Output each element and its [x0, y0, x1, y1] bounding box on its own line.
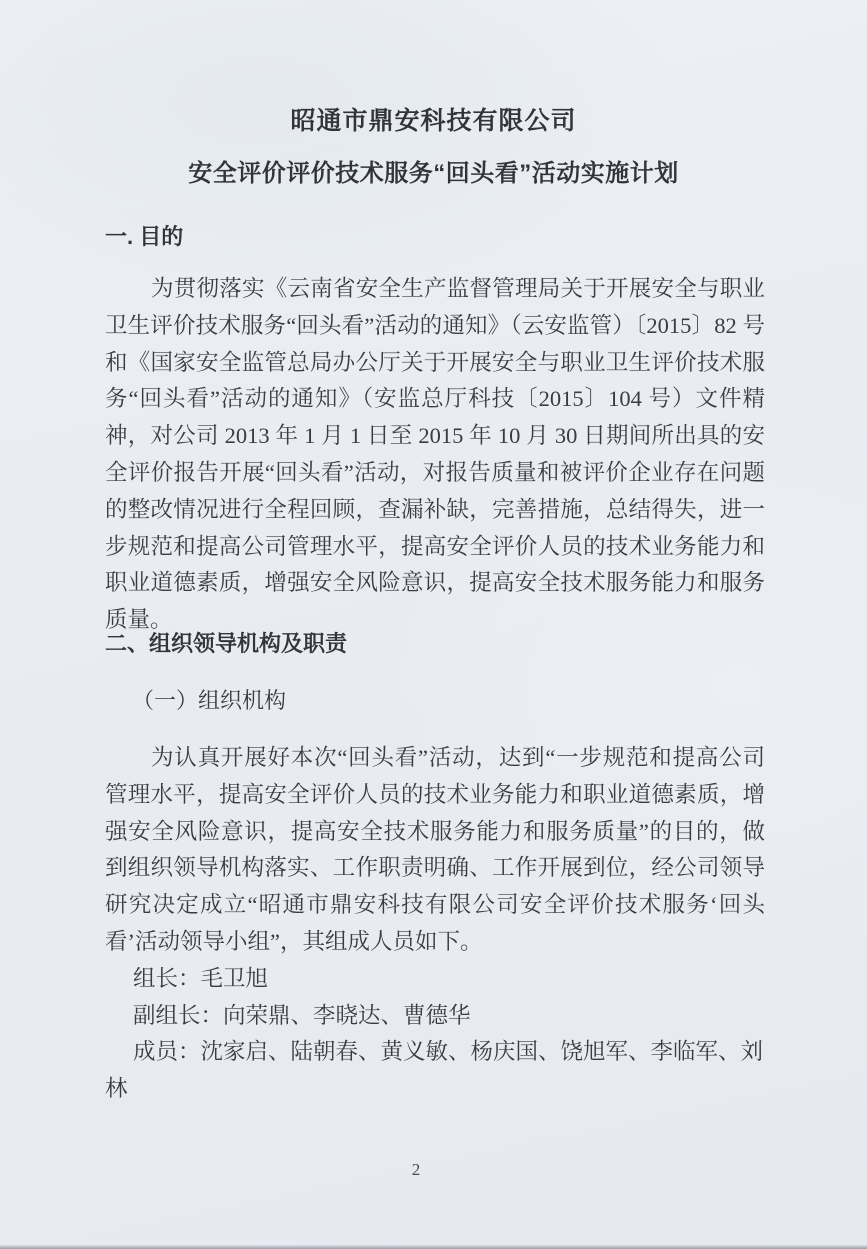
role-line-members: 成员：沈家启、陆朝春、黄义敏、杨庆国、饶旭军、李临军、刘林 [105, 1039, 764, 1102]
role-line-leader: 组长：毛卫旭 [133, 965, 269, 991]
scan-bottom-edge [0, 1245, 867, 1249]
document-title: 昭通市鼎安科技有限公司 [290, 107, 577, 135]
subsection-org-paragraph: 为认真开展好本次“回头看”活动，达到“一步规范和提高公司管理水平，提高安全评价人员的技术业务能力和职业道德素质，增强安全风险意识，提高安全技术服务能力和服务质量”的目的，做到组织领导机构落实、工作职责明确、工作开展到位，经公司领导研究决定成立“昭通市鼎安科技有限公司安全评价技术服务‘回头看’活动领导小组”，其组成人员如下。 [105, 745, 765, 954]
section-purpose-heading: 一. 目的 [105, 224, 184, 249]
page-number: 2 [411, 1160, 421, 1179]
role-line-deputy-leaders: 副组长：向荣鼎、李晓达、曹德华 [133, 1002, 471, 1028]
section-purpose-paragraph: 为贯彻落实《云南省安全生产监督管理局关于开展安全与职业卫生评价技术服务“回头看”活动的通知》（云安监管）〔2015〕82 号和《国家安全监管总局办公厅关于开展安全与职业卫生评价技术服务“回头看”活动的通知》（安监总厅科技〔2015〕104 号）文件精神，对公司 2013 年 1 月 1 日至 2015 年 10 月 30 日期间所出具的安全评价报告开展“回头看”活动，对报告质量和被评价企业存在问题的整改情况进行全程回顾，查漏补缺，完善措施，总结得失，进一步规范和提高公司管理水平，提高安全评价人员的技术业务能力和职业道德素质，增强安全风险意识，提高安全技术服务能力和服务质量。 [105, 276, 765, 633]
section-org-body [105, 740, 765, 1108]
section-purpose-body [105, 271, 765, 639]
document-subtitle: 安全评价评价技术服务“回头看”活动实施计划 [188, 160, 679, 187]
subsection-org-structure-heading: （一）组织机构 [132, 688, 287, 713]
section-org-heading: 二、组织领导机构及职责 [105, 631, 348, 656]
